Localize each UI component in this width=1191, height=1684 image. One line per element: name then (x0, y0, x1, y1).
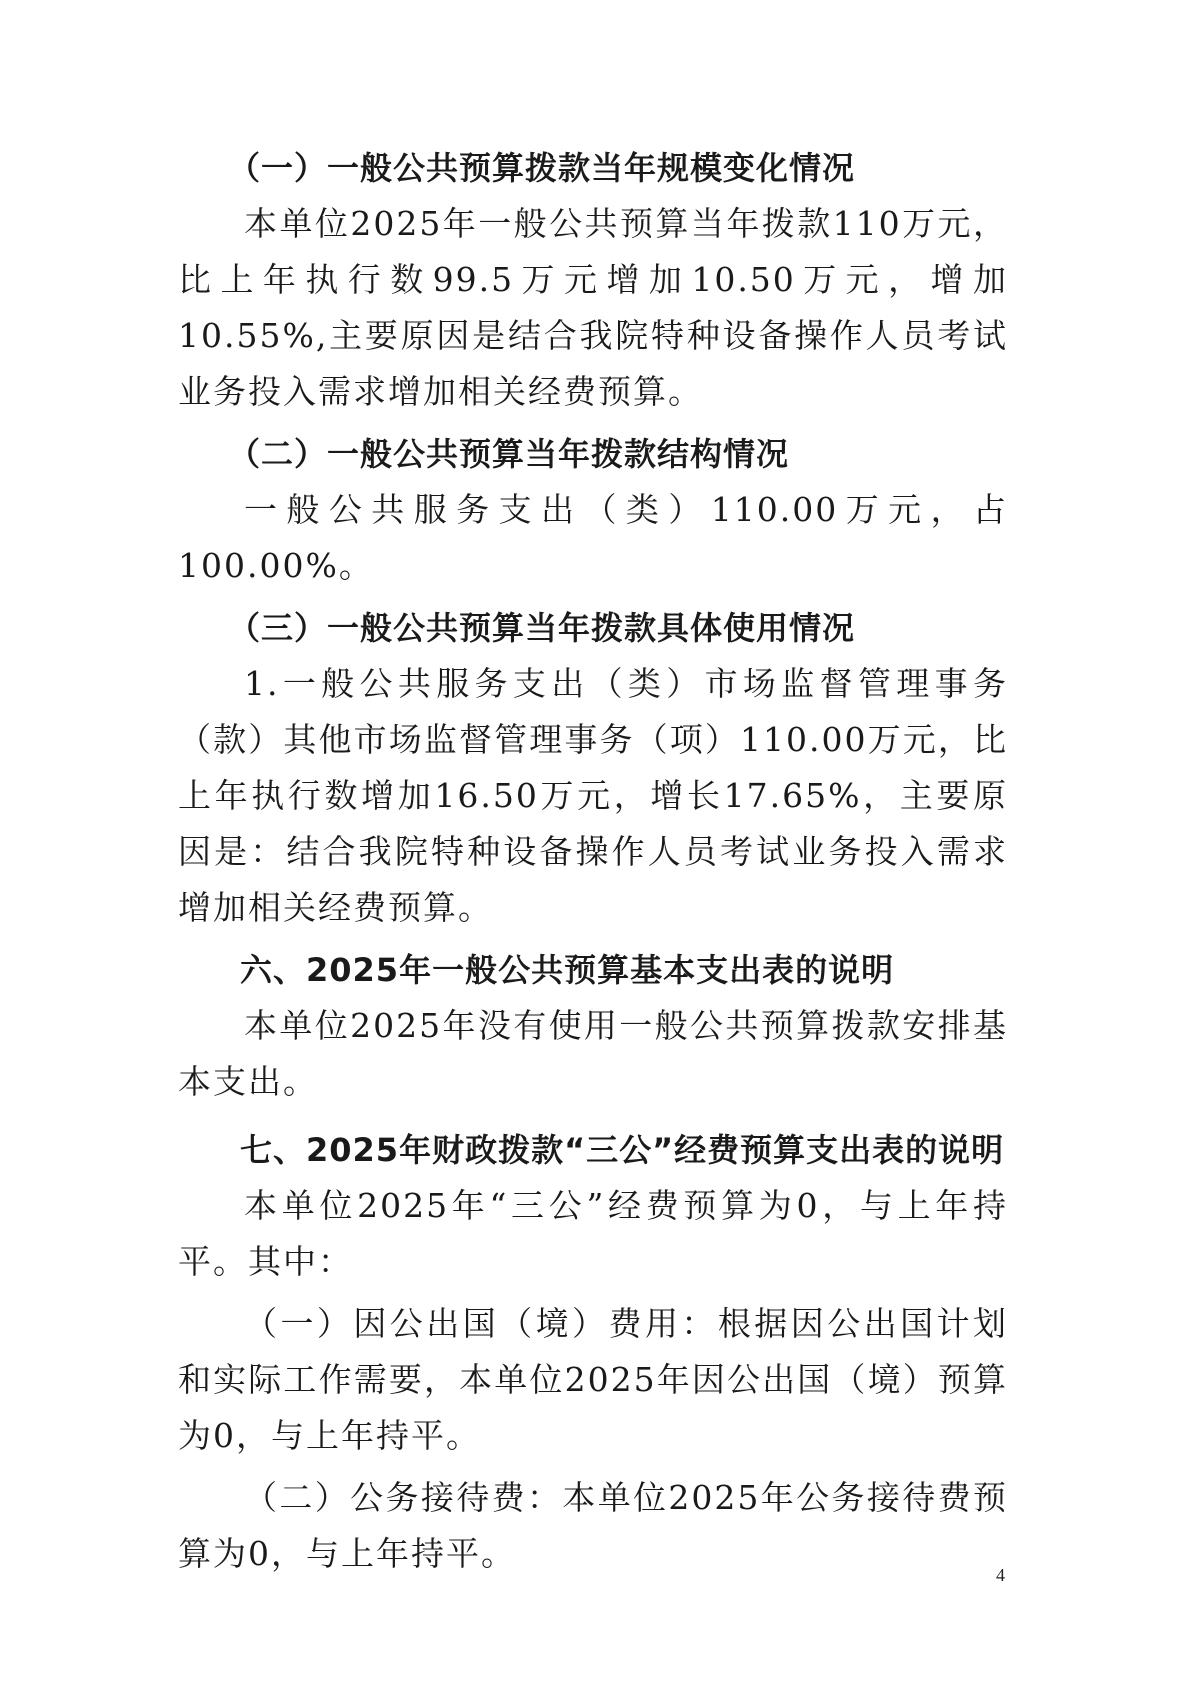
paragraph-overseas-travel: （一）因公出国（境）费用：根据因公出国计划和实际工作需要，本单位2025年因公出国（境）预算为0，与上年持平。 (178, 1304, 1008, 1455)
paragraph-budget-structure: 一般公共服务支出（类）110.00万元，占100.00%。 (178, 490, 1008, 585)
page-number: 4 (996, 1565, 1005, 1585)
paragraph-basic-expenditure: 本单位2025年没有使用一般公共预算拨款安排基本支出。 (178, 1006, 1008, 1101)
paragraph-three-public-expenses: 本单位2025年“三公”经费预算为0，与上年持平。其中： (178, 1186, 1008, 1281)
paragraph-official-reception: （二）公务接待费：本单位2025年公务接待费预算为0，与上年持平。 (178, 1478, 1008, 1573)
heading-basic-expenditure: 六、2025年一般公共预算基本支出表的说明 (240, 951, 895, 989)
subheading-budget-scale-change: （一）一般公共预算拨款当年规模变化情况 (228, 149, 856, 187)
subheading-budget-structure: （二）一般公共预算当年拨款结构情况 (228, 435, 790, 473)
paragraph-budget-usage: 1.一般公共服务支出（类）市场监督管理事务（款）其他市场监督管理事务（项）110.00万元，比上年执行数增加16.50万元，增长17.65%，主要原因是：结合我院特种设备操作人员考试业务投入需求增加相关经费预算。 (178, 664, 1008, 927)
paragraph-budget-scale-change: 本单位2025年一般公共预算当年拨款110万元，比上年执行数99.5万元增加10.50万元，增加10.55%,主要原因是结合我院特种设备操作人员考试业务投入需求增加相关经费预算。 (178, 204, 1008, 411)
heading-three-public-expenses: 七、2025年财政拨款“三公”经费预算支出表的说明 (240, 1131, 1005, 1169)
document-body (178, 140, 1008, 1582)
subheading-budget-usage: （三）一般公共预算当年拨款具体使用情况 (228, 609, 856, 647)
